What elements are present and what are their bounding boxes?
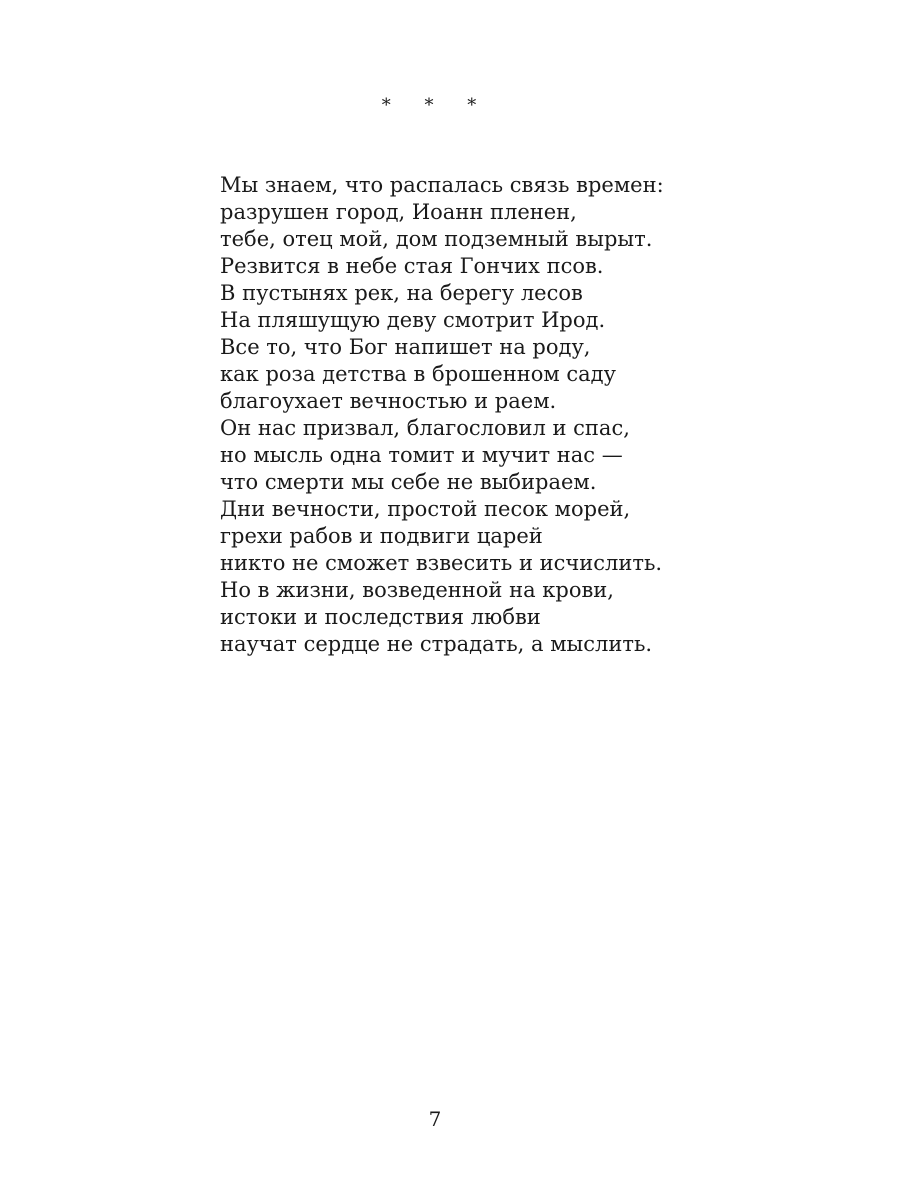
poem-line: грехи рабов и подвиги царей (220, 524, 543, 548)
poem-line: Дни вечности, простой песок морей, (220, 497, 631, 521)
page-number: 7 (428, 1107, 442, 1131)
poem-line: Он нас призвал, благословил и спас, (220, 416, 630, 440)
poem (220, 172, 860, 658)
poem-line: Мы знаем, что распалась связь времен: (220, 173, 664, 197)
poem-line: никто не сможет взвесить и исчислить. (220, 551, 663, 575)
poem-line: благоухает вечностью и раем. (220, 389, 557, 413)
poem-line: что смерти мы себе не выбираем. (220, 470, 597, 494)
poem-line: На пляшущую деву смотрит Ирод. (220, 308, 606, 332)
poem-line: Резвится в небе стая Гончих псов. (220, 254, 604, 278)
poem-line: Все то, что Бог напишет на роду, (220, 335, 591, 359)
poem-line: В пустынях рек, на берегу лесов (220, 281, 583, 305)
poem-line: но мысль одна томит и мучит нас — (220, 443, 623, 467)
poem-line: истоки и последствия любви (220, 605, 541, 629)
poem-line: разрушен город, Иоанн пленен, (220, 200, 577, 224)
poem-line: как роза детства в брошенном саду (220, 362, 616, 386)
section-divider-asterisks: * * * (381, 95, 491, 116)
poem-line: Но в жизни, возведенной на крови, (220, 578, 614, 602)
poem-line: научат сердце не страдать, а мыслить. (220, 632, 653, 656)
poem-line: тебе, отец мой, дом подземный вырыт. (220, 227, 653, 251)
